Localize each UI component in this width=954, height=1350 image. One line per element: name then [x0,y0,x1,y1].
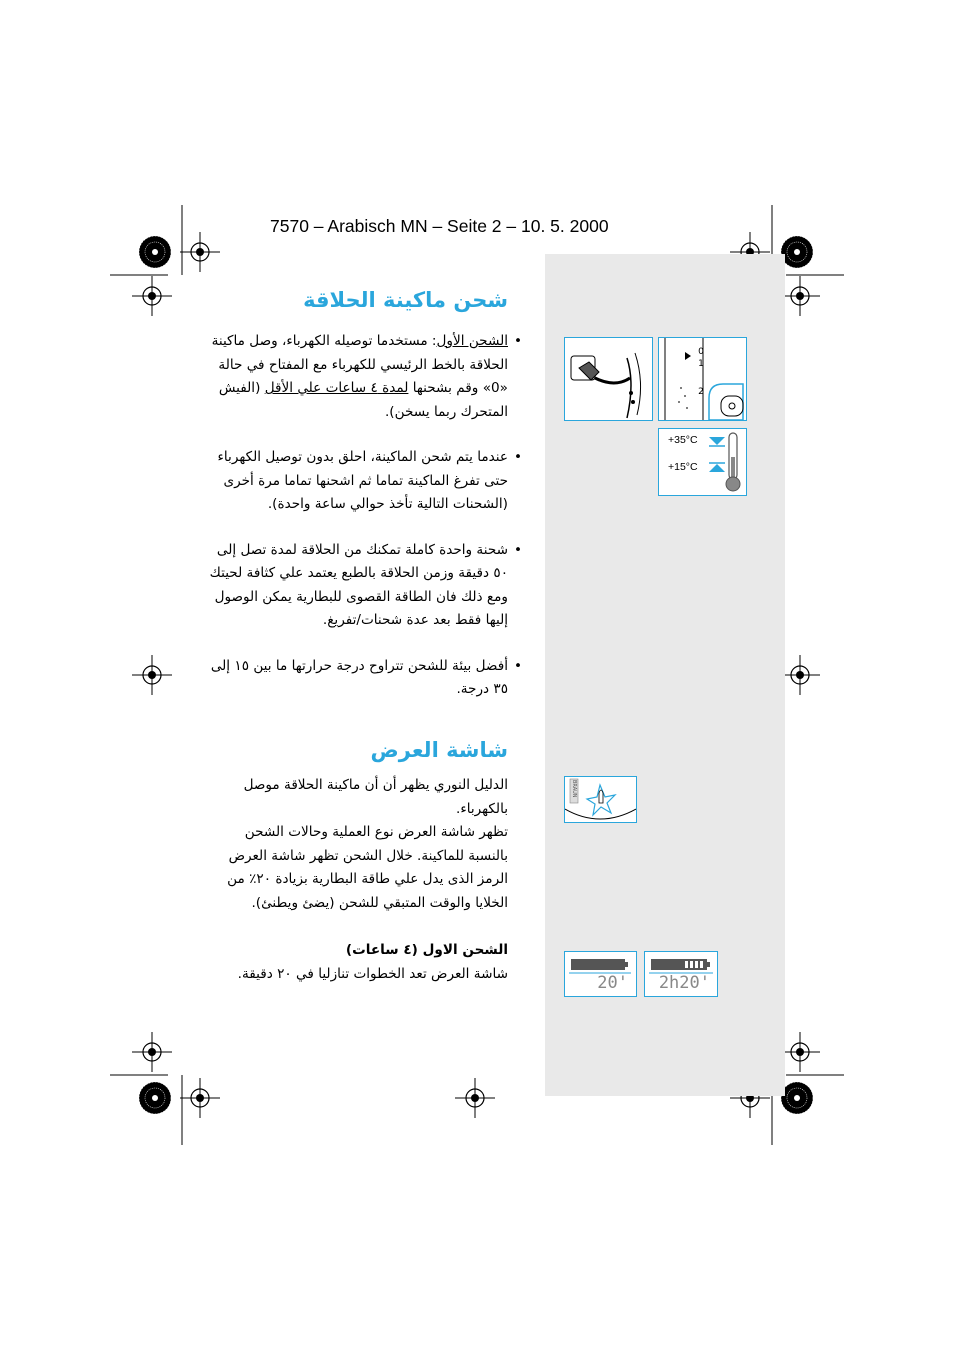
first-charge-text-b: (الفيش المتحرك ربما يسخن). [218,380,508,420]
display-instructions [208,774,508,986]
switch-tick-1: 1 [698,359,704,369]
switch-scale [695,346,707,398]
switch-tick-0: 0 [698,347,704,357]
figure-switch [658,337,747,421]
bullet-discharge [208,446,522,517]
first-charge-label: الشحن الأول [436,333,508,349]
figure-display-2h20 [644,951,718,997]
bullet-dot: • [513,449,522,465]
temp-high-label: +35°C [668,434,698,446]
first-charge-duration: لمدة ٤ ساعات علي الأقل [264,380,409,396]
figure-plug-connection [564,337,653,421]
section-title-display: شاشة العرض [370,738,508,762]
temperature-text: أفضل بيئة للشحن تتراوح درجة حرارتها ما بين ١٥ إلى ٣٥ درجة. [210,657,508,697]
bullet-dot: • [513,541,522,558]
page-header: 7570 – Arabisch MN – Seite 2 – 10. 5. 2000 [270,216,609,236]
display-left-value: 20' [597,973,628,993]
bullet-temperature [208,655,522,702]
bullet-shaving-time [208,539,522,633]
display-para-1: الدليل النوري يظهر أن أن ماكينة الحلاقة موصل بالكهرباء. [243,777,508,817]
figure-charging-light [564,776,637,823]
display-para-2: تظهر شاشة العرض نوع العملية وحالات الشحن بالنسبة للماكينة. خلال الشحن تظهر شاشة العرض الرمز الذى يدل علي طاقة البطارية بزيادة ٢٠٪ من الخلايا والوقت المتبقي للشحن (يضئ ويطنئ). [227,824,508,911]
discharge-text: عندما يتم شحن الماكينة، احلق بدون توصيل الكهرباء حتى تفرغ الماكينة تماما ثم اشحنها تماما مرة أخرى (الشحنات التالية تأخذ حوالي ساعة واحدة). [217,449,508,512]
display-para-3: شاشة العرض تعد الخطوات تنازليا في ٢٠ دقيقة. [237,965,508,982]
display-right-value: 2h20' [658,973,710,993]
figure-thermometer [658,428,747,496]
switch-tick-2: 2 [698,387,704,397]
plug-drawing [565,338,652,420]
first-charge-text-a: : مستخدما توصيله الكهرباء، وصل ماكينة الحلاقة بالخط الرئيسي للكهرباء مع المفتاح في حالة «0» وقم بشحنها [211,333,508,396]
shaver-brand-label: BRAUN [571,780,577,798]
thermometer-icon [659,429,746,495]
bullet-first-charge [208,330,522,424]
first-charge-subhead: الشحن الاول (٤ ساعات) [345,942,508,958]
figure-display-20min [564,951,637,997]
bullet-dot: • [513,333,522,349]
bullet-dot: • [513,657,522,674]
charging-instructions [208,330,522,702]
temp-low-label: +15°C [668,461,698,473]
shaving-time-text: شحنة واحدة كاملة تمكنك من الحلاقة لمدة تصل إلى ٥٠ دقيقة وزمن الحلاقة بالطبع يعتمد علي كثافة لحيتك ومع ذلك فان الطاقة القصوى للبطارية يمكن الوصول إليها فقط بعد عدة شحنات/تفريغ. [209,541,508,628]
section-title-charging: شحن ماكينة الحلاقة [303,288,508,312]
